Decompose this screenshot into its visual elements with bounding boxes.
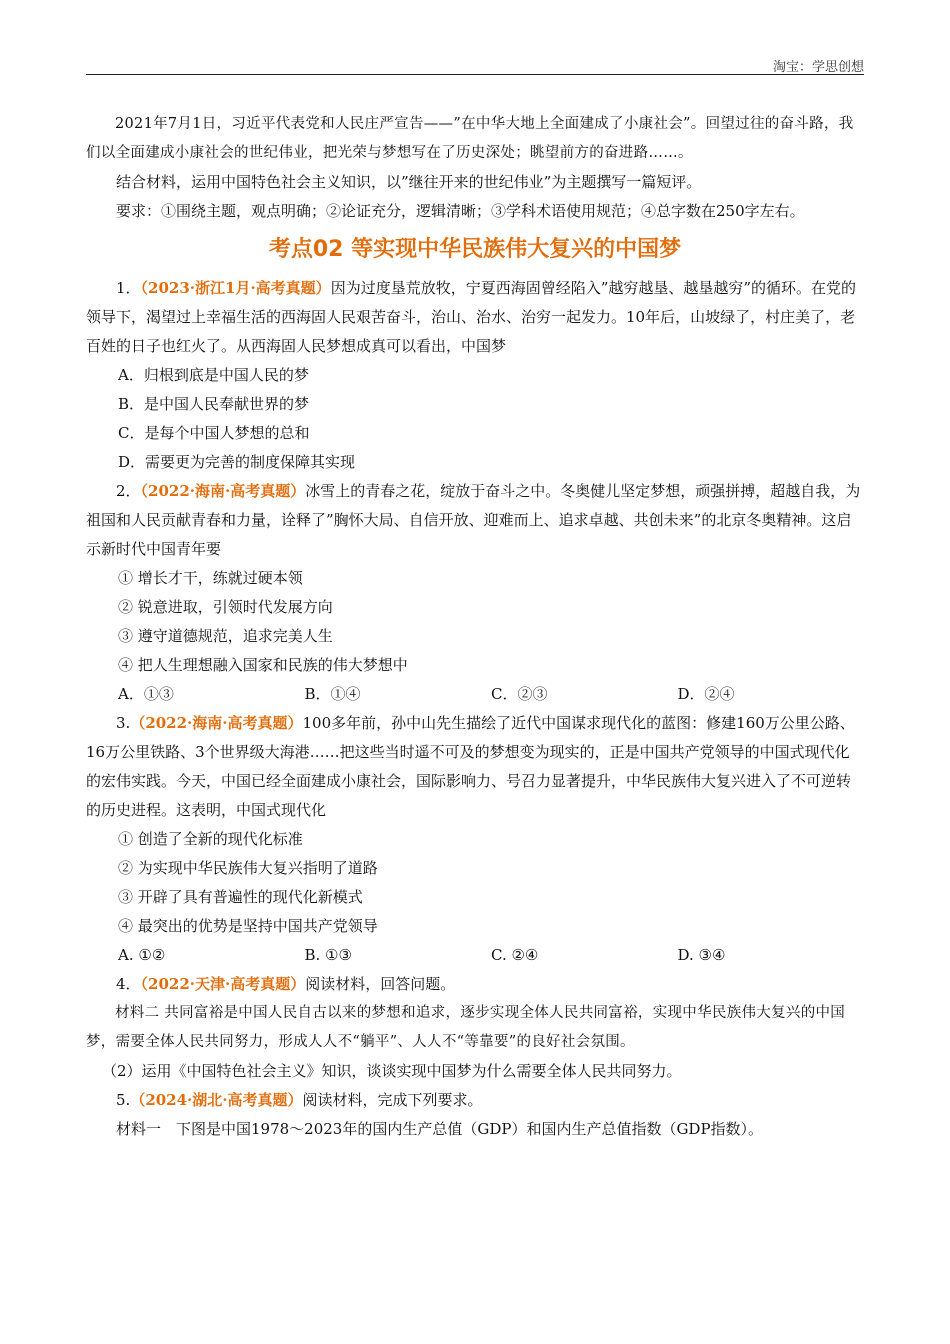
statement-3: ③ 开辟了具有普遍性的现代化新模式 bbox=[118, 888, 363, 906]
page-header bbox=[86, 56, 864, 75]
question-number: 1． bbox=[116, 279, 141, 297]
option-d: D．需要更为完善的制度保障其实现 bbox=[118, 453, 356, 471]
question-4 bbox=[86, 970, 864, 999]
question-stem: 阅读材料，回答问题。 bbox=[305, 975, 456, 993]
question-stem: 阅读材料，完成下列要求。 bbox=[302, 1091, 483, 1109]
question-source: （2022·海南·高考真题） bbox=[130, 714, 303, 732]
question-3 bbox=[86, 709, 864, 825]
question-source: （2022·海南·高考真题） bbox=[140, 482, 306, 500]
question-5 bbox=[86, 1086, 864, 1115]
intro-task: 结合材料，运用中国特色社会主义知识，以”继往开来的世纪伟业”为主题撰写一篇短评。 bbox=[116, 173, 702, 191]
sub-question-2: （2）运用《中国特色社会主义》知识，谈谈实现中国梦为什么需要全体人民共同努力。 bbox=[102, 1062, 682, 1080]
choice-b: B．①④ bbox=[304, 685, 361, 703]
question-number: 4． bbox=[116, 975, 141, 993]
choice-a: A. ①② bbox=[118, 946, 166, 964]
question-source: （2022·天津·高考真题） bbox=[140, 975, 306, 993]
section-title: 考点02 等实现中华民族伟大复兴的中国梦 bbox=[268, 237, 682, 262]
choice-b: B. ①③ bbox=[304, 946, 352, 964]
statement-4: ④ 把人生理想融入国家和民族的伟大梦想中 bbox=[118, 656, 408, 674]
statement-1: ① 创造了全新的现代化标准 bbox=[118, 830, 303, 848]
statement-4: ④ 最突出的优势是坚持中国共产党领导 bbox=[118, 917, 378, 935]
statement-2: ② 为实现中华民族伟大复兴指明了道路 bbox=[118, 859, 378, 877]
option-c: C．是每个中国人梦想的总和 bbox=[118, 424, 310, 442]
document-body bbox=[86, 110, 864, 1144]
question-number: 3. bbox=[116, 714, 131, 732]
option-a: A．归根到底是中国人民的梦 bbox=[118, 366, 309, 384]
question-stem: 100多年前，孙中山先生描绘了近代中国谋求现代化的蓝图：修建160万公里公路、16万公里铁路、3个世界级大海港……把这些当时遥不可及的梦想变为现实的，正是中国共产党领导的中国式现代化的宏伟实践。今天，中国已经全面建成小康社会，国际影响力、号召力显著提升，中华民族伟大复兴进入了不可逆转的历史进程。这表明，中国式现代化 bbox=[86, 714, 855, 819]
question-source: （2024·湖北·高考真题） bbox=[130, 1091, 303, 1109]
intro-requirement: 要求：①围绕主题，观点明确；②论证充分，逻辑清晰；③学科术语使用规范；④总字数在250字左右。 bbox=[116, 202, 805, 220]
statement-2: ② 锐意进取，引领时代发展方向 bbox=[118, 598, 333, 616]
choice-c: C．②③ bbox=[491, 685, 548, 703]
choice-c: C. ②④ bbox=[491, 946, 539, 964]
question-number: 2． bbox=[116, 482, 141, 500]
header-text: 淘宝：学思创想 bbox=[772, 60, 864, 75]
question-stem: 冰雪上的青春之花，绽放于奋斗之中。冬奥健儿坚定梦想，顽强拼搏，超越自我，为祖国和人民贡献青春和力量，诠释了”胸怀大局、自信开放、迎难而上、追求卓越、共创未来”的北京冬奥精神。这启示新时代中国青年要 bbox=[86, 482, 861, 558]
material-two: 材料二 共同富裕是中国人民自古以来的梦想和追求，逐步实现全体人民共同富裕，实现中华民族伟大复兴的中国梦，需要全体人民共同努力，形成人人不“躺平”、人人不“等靠要”的良好社会氛围。 bbox=[86, 1005, 846, 1050]
material-one: 材料一 下图是中国1978～2023年的国内生产总值（GDP）和国内生产总值指数（GDP指数）。 bbox=[116, 1120, 764, 1138]
intro-material: 2021年7月1日，习近平代表党和人民庄严宣告——”在中华大地上全面建成了小康社会”。回望过往的奋斗路，我们以全面建成小康社会的世纪伟业，把光荣与梦想写在了历史深处；眺望前方的奋进路……。 bbox=[86, 116, 854, 161]
question-1 bbox=[86, 274, 864, 361]
question-number: 5. bbox=[116, 1091, 131, 1109]
choice-row bbox=[86, 680, 864, 709]
option-b: B．是中国人民奉献世界的梦 bbox=[118, 395, 310, 413]
choice-d: D. ③④ bbox=[677, 946, 726, 964]
question-source: （2023·浙江1月·高考真题） bbox=[140, 279, 331, 297]
choice-d: D．②④ bbox=[677, 685, 735, 703]
statement-3: ③ 遵守道德规范，追求完美人生 bbox=[118, 627, 333, 645]
choice-a: A．①③ bbox=[118, 685, 174, 703]
question-2 bbox=[86, 477, 864, 564]
statement-1: ① 增长才干，练就过硬本领 bbox=[118, 569, 303, 587]
question-stem: 因为过度垦荒放牧，宁夏西海固曾经陷入”越穷越垦、越垦越穷”的循环。在党的领导下，渴望过上幸福生活的西海固人民艰苦奋斗，治山、治水、治穷一起发力。10年后，山坡绿了，村庄美了，老百姓的日子也红火了。从西海固人民梦想成真可以看出，中国梦 bbox=[86, 279, 857, 355]
choice-row bbox=[86, 941, 864, 970]
